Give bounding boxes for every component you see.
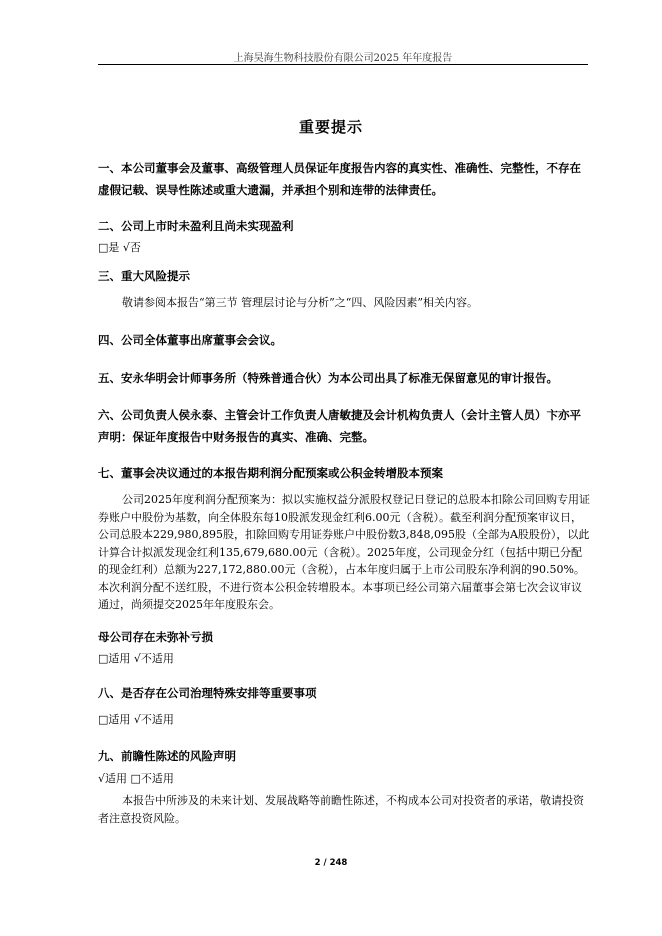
section-3-heading: 三、重大风险提示 (98, 269, 190, 283)
parent-loss-heading: 母公司存在未弥补亏损 (98, 630, 213, 644)
section-3-text: 敬请参阅本报告“第三节 管理层讨论与分析”之“四、风险因素”相关内容。 (122, 296, 478, 309)
section-2-heading: 二、公司上市时未盈利且尚未实现盈利 (98, 219, 294, 233)
page-header: 上海昊海生物科技股份有限公司2025 年年度报告 (233, 53, 453, 64)
section-8-options: □适用 √不适用 (98, 713, 174, 726)
section-5-heading: 五、安永华明会计师事务所（特殊普通合伙）为本公司出具了标准无保留意见的审计报告。 (98, 371, 558, 385)
section-1-heading: 一、本公司董事会及董事、高级管理人员保证年度报告内容的真实性、准确性、完整性，不存在虚假记载、误导性陈述或重大遗漏，并承担个别和连带的法律责任。 (98, 161, 581, 197)
section-9-options: √适用 □不适用 (98, 772, 174, 785)
header-divider (98, 64, 588, 65)
page-title: 重要提示 (298, 118, 363, 136)
page-number: 2 / 248 (314, 858, 348, 868)
section-9-heading: 九、前瞻性陈述的风险声明 (98, 749, 236, 763)
section-8-heading: 八、是否存在公司治理特殊安排等重要事项 (98, 686, 317, 700)
section-9-text: 本报告中所涉及的未来计划、发展战略等前瞻性陈述，不构成本公司对投资者的承诺，敬请投资者注意投资风险。 (98, 794, 584, 825)
section-7-text: 公司2025年度利润分配预案为：拟以实施权益分派股权登记日登记的总股本扣除公司回购专用证券账户中股份为基数，向全体股东每10股派发现金红利6.00元（含税）。截至利润分配预案审议日，公司总股本229,980,895股，扣除回购专用证券账户中股份数3,848,095股（全部为A股股份），以此计算合计拟派发现金红利135,679,680.00元（含税）。2025年度，公司现金分红（包括中期已分配的现金红利）总额为227,172,880.00元（含税），占本年度归属于上市公司股东净利润的90.50%。本次利润分配不送红股，不进行资本公积金转增股本。本事项已经公司第六届董事会第七次会议审议通过，尚须提交2025年年度股东会。 (98, 493, 590, 611)
section-6-heading: 六、公司负责人侯永泰、主管会计工作负责人唐敏捷及会计机构负责人（会计主管人员）卞亦平声明：保证年度报告中财务报告的真实、准确、完整。 (98, 408, 581, 444)
section-7-heading: 七、董事会决议通过的本报告期利润分配预案或公积金转增股本预案 (98, 466, 443, 480)
parent-loss-options: □适用 √不适用 (98, 652, 174, 665)
section-2-options: □是 √否 (98, 241, 141, 254)
section-4-heading: 四、公司全体董事出席董事会会议。 (98, 333, 282, 347)
